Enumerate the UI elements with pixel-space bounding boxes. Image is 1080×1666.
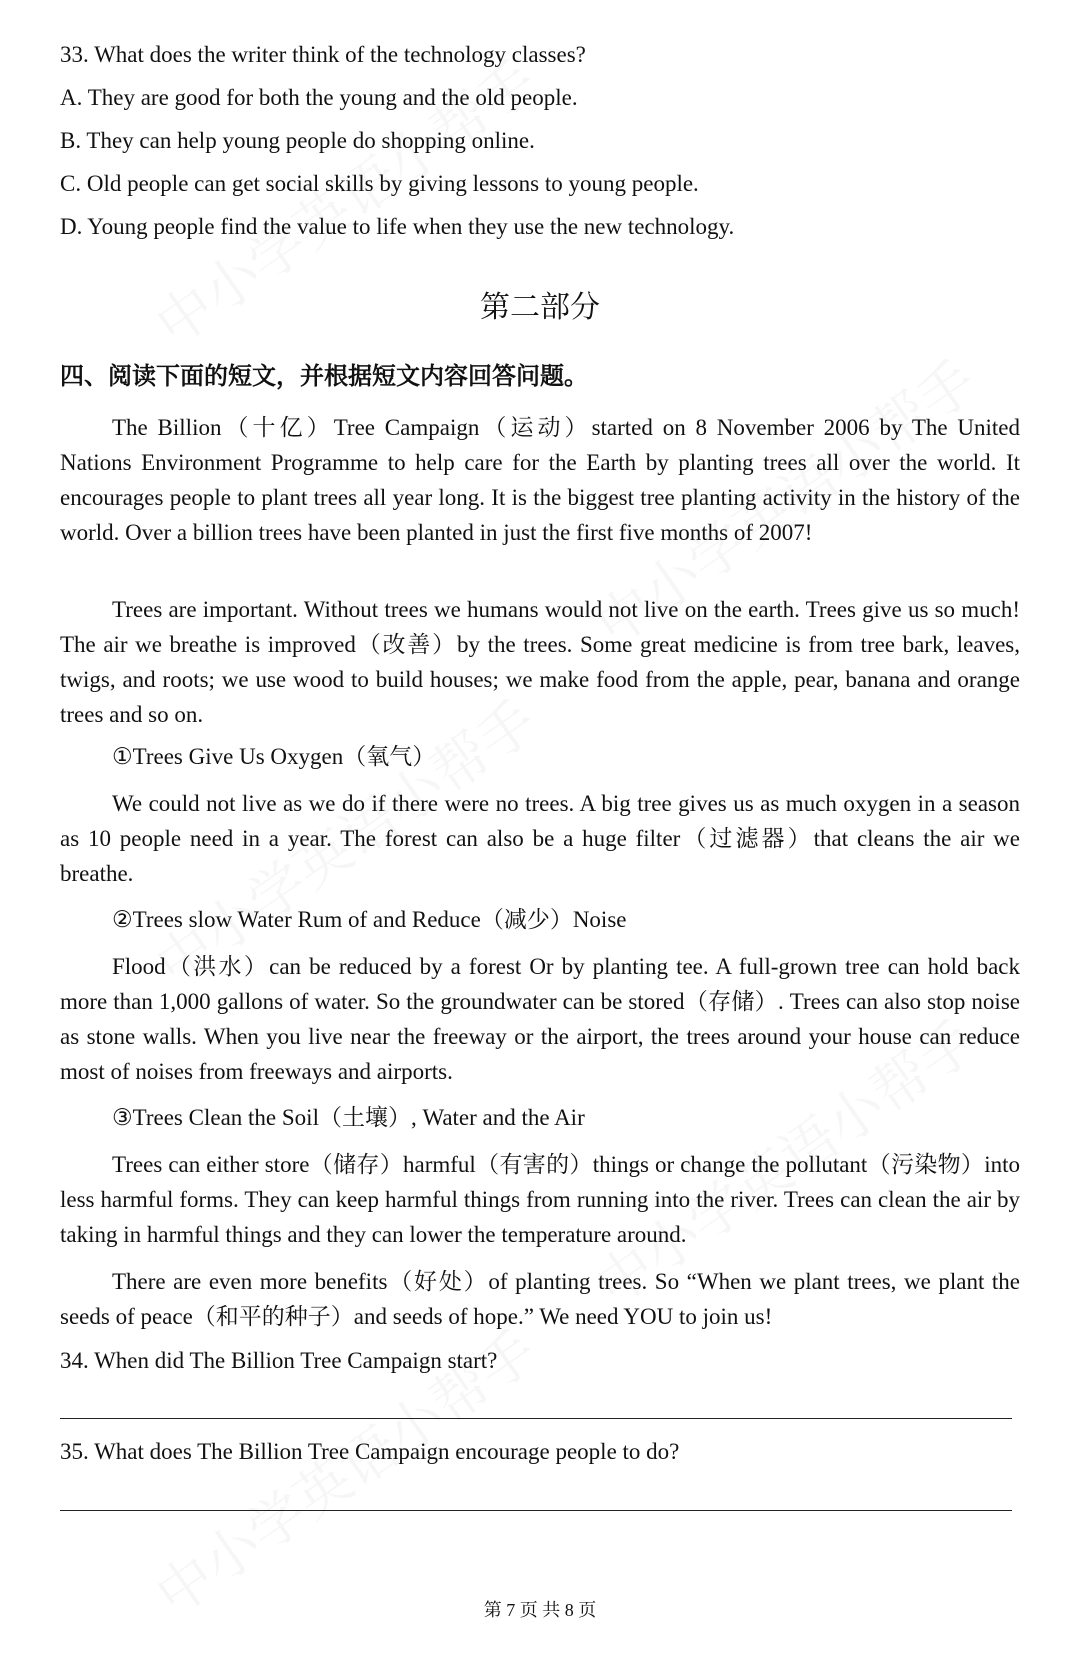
passage-paragraph-5: Trees can either store（储存）harmful（有害的）things or change the pollutant（污染物）into less harmful forms. They can keep harmful things from running into the river. Trees can clean the air by taking in harmful things and they can lower the temperature around. bbox=[60, 1152, 1020, 1247]
passage-heading-2: ②Trees slow Water Rum of and Reduce（减少）Noise bbox=[112, 907, 627, 932]
question-33-option-d: D. Young people find the value to life when they use the new technology. bbox=[60, 214, 735, 239]
question-35: 35. What does The Billion Tree Campaign encourage people to do? bbox=[60, 1439, 680, 1464]
passage-paragraph-1: The Billion（十亿）Tree Campaign（运动）started on 8 November 2006 by The United Nations Environment Programme to help care for the Earth by planting trees all over the world. It encourages people to plant trees all year long. It is the biggest tree planting activity in the history of the world. Over a billion trees have been planted in just the first five months of 2007! bbox=[60, 415, 1020, 545]
passage-paragraph-4: Flood（洪水）can be reduced by a forest Or by planting tee. A full-grown tree can hold back more than 1,000 gallons of water. So the groundwater can be stored（存储）. Trees can also stop noise as stone walls. When you live near the freeway or the airport, the trees around your house can reduce most of noises from freeways and airports. bbox=[60, 954, 1020, 1084]
page-footer: 第 7 页 共 8 页 bbox=[483, 1600, 597, 1620]
passage-heading-1: ①Trees Give Us Oxygen（氧气） bbox=[112, 744, 436, 769]
question-33-option-a: A. They are good for both the young and the old people. bbox=[60, 85, 578, 110]
passage-paragraph-2: Trees are important. Without trees we humans would not live on the earth. Trees give us so much! The air we breathe is improved（改善）by the trees. Some great medicine is from tree bark, leaves, twigs, and roots; we use wood to build houses; we make food from the apple, pear, banana and orange trees and so on. bbox=[60, 597, 1020, 727]
question-34: 34. When did The Billion Tree Campaign start? bbox=[60, 1348, 498, 1373]
answer-line-35[interactable] bbox=[60, 1510, 1012, 1511]
passage-heading-3: ③Trees Clean the Soil（土壤）, Water and the Air bbox=[112, 1105, 585, 1130]
answer-line-34[interactable] bbox=[60, 1418, 1012, 1419]
passage-paragraph-3: We could not live as we do if there were no trees. A big tree gives us as much oxygen in a season as 10 people need in a year. The forest can also be a huge filter（过滤器）that cleans the air we breathe. bbox=[60, 791, 1020, 886]
section-title: 第二部分 bbox=[480, 290, 600, 325]
question-33-stem: 33. What does the writer think of the technology classes? bbox=[60, 42, 586, 67]
passage-paragraph-6: There are even more benefits（好处）of planting trees. So “When we plant trees, we plant the seeds of peace（和平的种子）and seeds of hope.” We need YOU to join us! bbox=[60, 1269, 1020, 1329]
question-33-option-b: B. They can help young people do shopping online. bbox=[60, 128, 535, 153]
section-instruction: 四、阅读下面的短文，并根据短文内容回答问题。 bbox=[60, 361, 588, 390]
question-33-option-c: C. Old people can get social skills by giving lessons to young people. bbox=[60, 171, 699, 196]
